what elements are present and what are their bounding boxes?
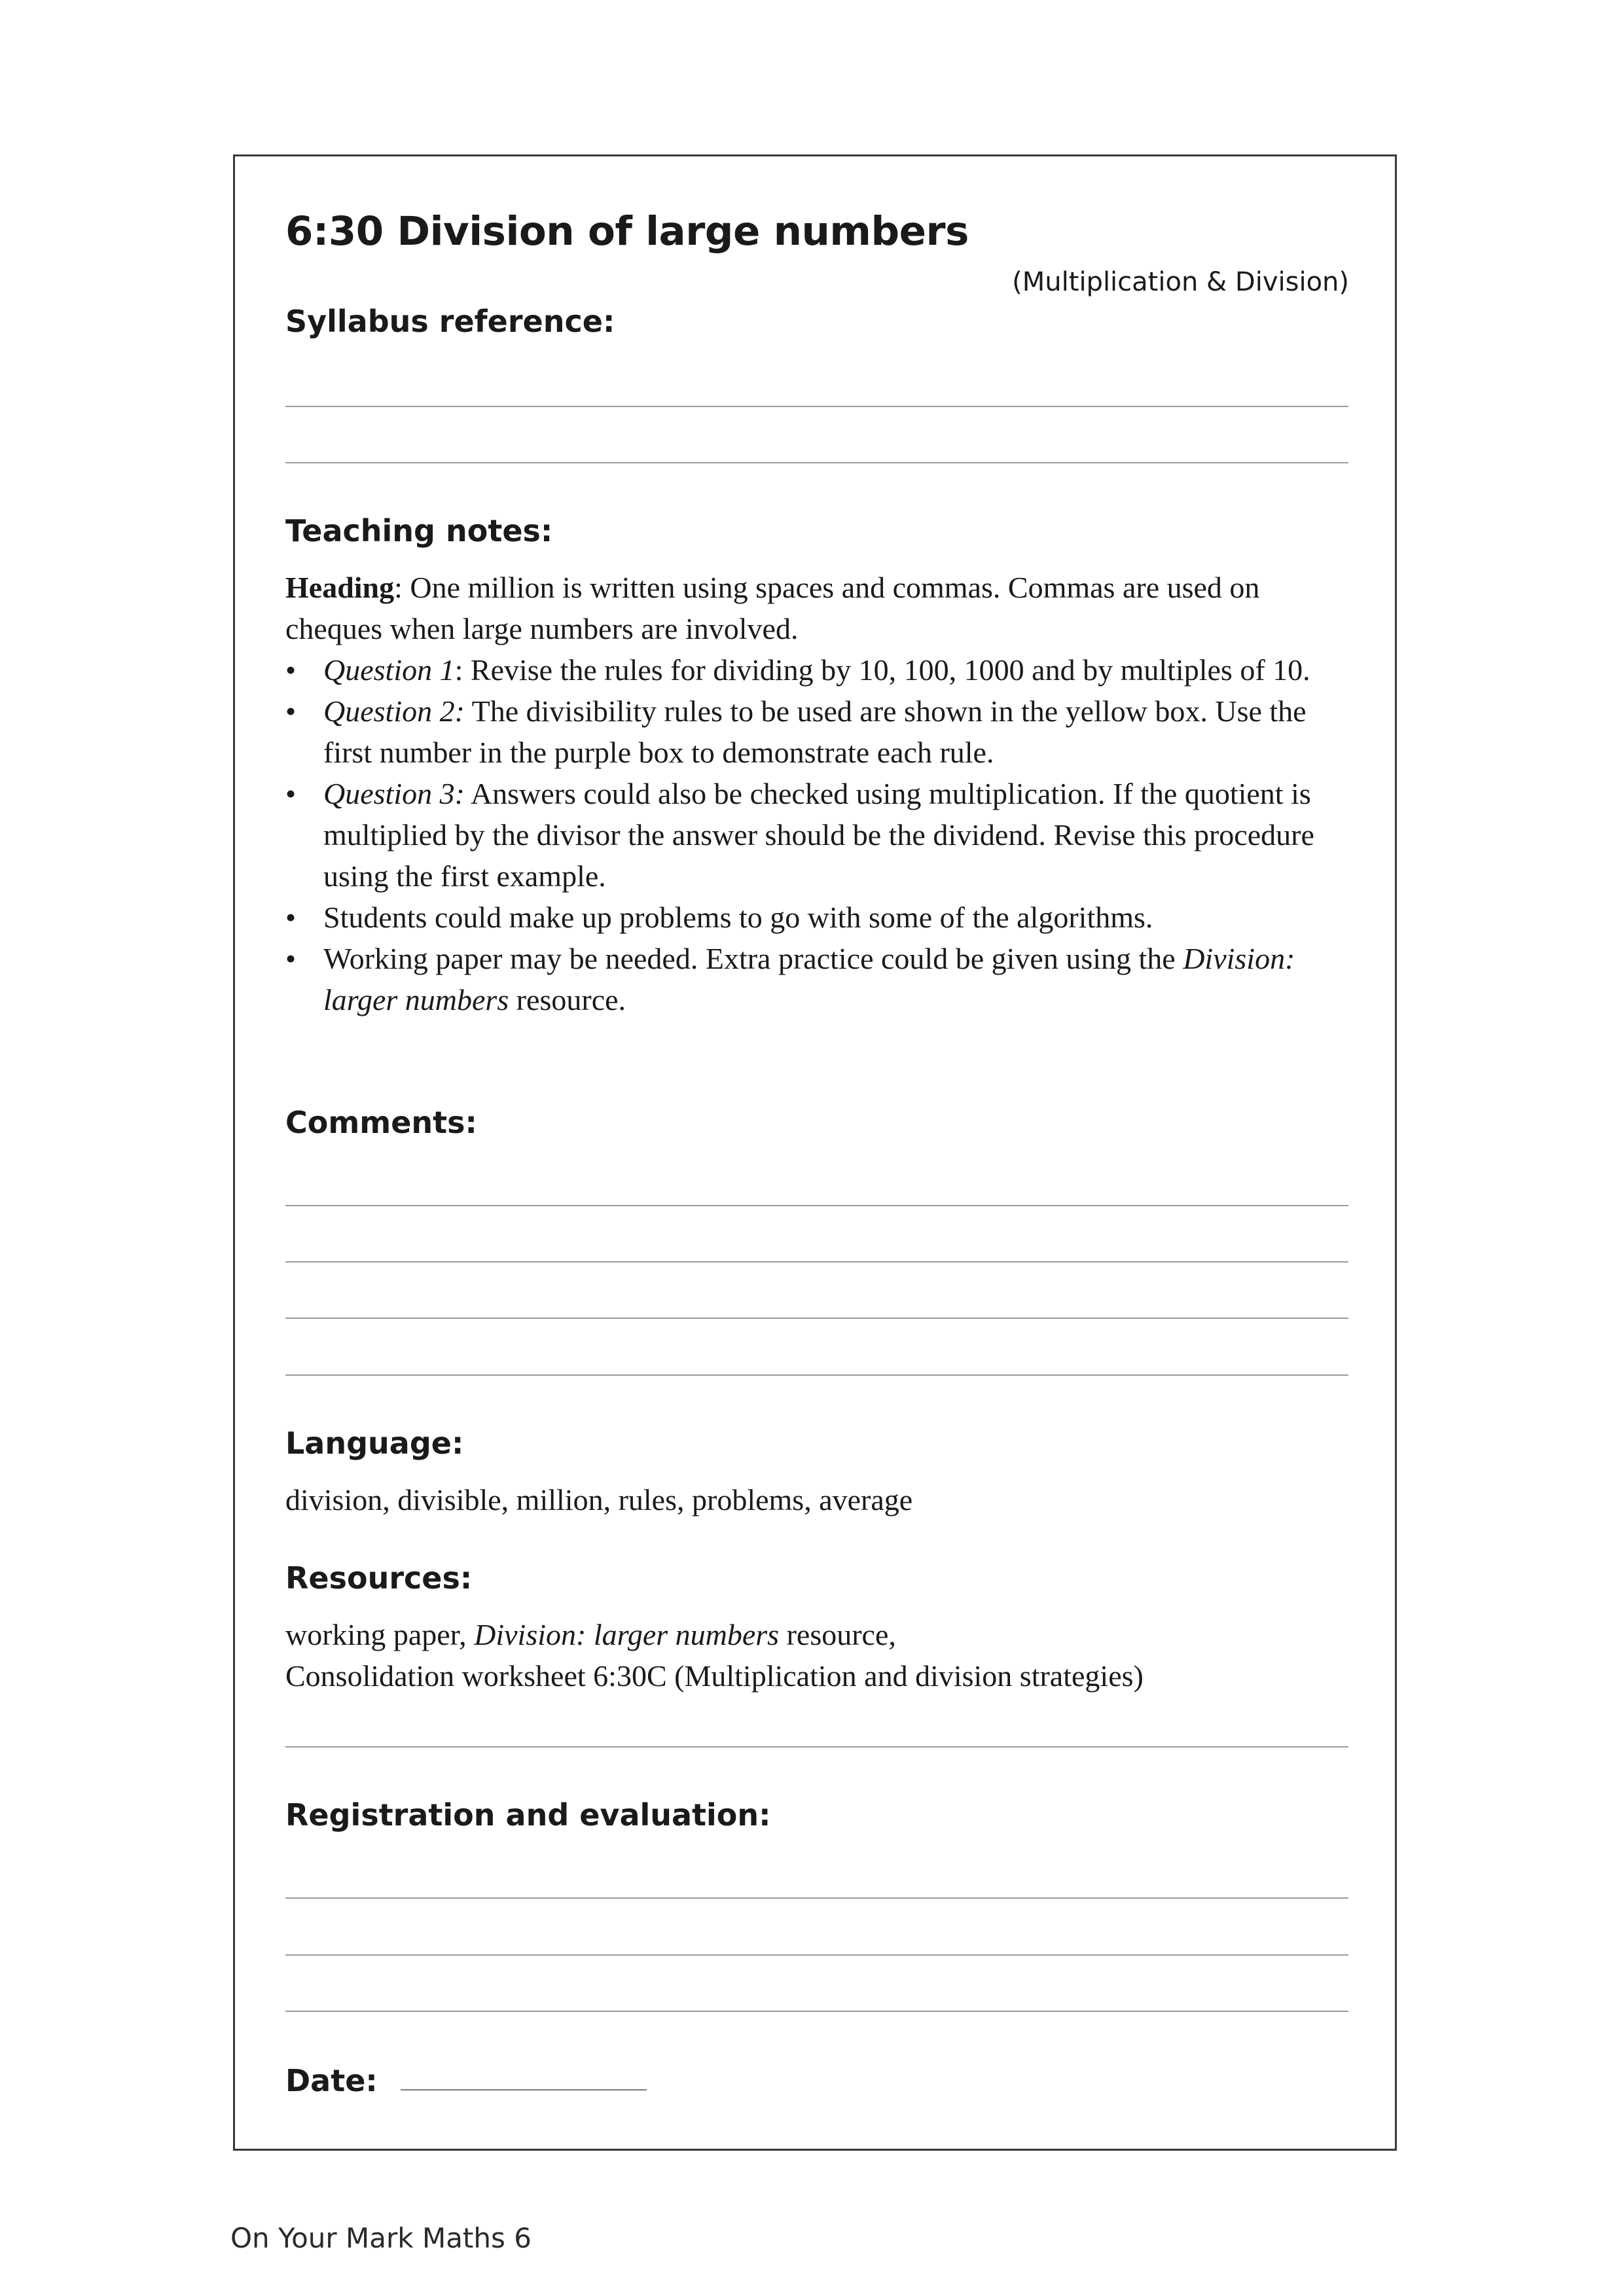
date-field-line: [401, 2089, 647, 2090]
list-item: [285, 773, 1348, 897]
question-text: Answers could also be checked using multiplication. If the quotient is multiplied by the divisor the answer should be the dividend. Revise this procedure using the first example.: [323, 777, 1314, 893]
bullet-icon: •: [285, 694, 297, 728]
syllabus-heading: Syllabus reference:: [285, 304, 615, 339]
bullet-icon: •: [285, 942, 297, 975]
registration-line-2: [285, 1954, 1348, 1956]
resources-line: [285, 1746, 1348, 1748]
resources-line-1: [285, 1614, 1348, 1655]
list-item: [285, 649, 1348, 691]
resources-text-end: resource,: [779, 1618, 896, 1651]
intro-text: : One million is written using spaces and commas. Commas are used on cheques when large numbers are involved.: [285, 571, 1260, 645]
teaching-notes-heading: Teaching notes:: [285, 513, 553, 548]
comments-line-3: [285, 1318, 1348, 1319]
question-label: Question 2:: [323, 694, 465, 728]
language-text: division, divisible, million, rules, problems, average: [285, 1483, 913, 1516]
registration-heading: Registration and evaluation:: [285, 1797, 771, 1833]
comments-heading: Comments:: [285, 1105, 477, 1140]
resource-title: Division: larger numbers: [323, 942, 1295, 1016]
comments-line-2: [285, 1261, 1348, 1263]
registration-line-1: [285, 1897, 1348, 1899]
note-text-end: resource.: [509, 983, 626, 1016]
comments-line-4: [285, 1374, 1348, 1376]
syllabus-line-2: [285, 462, 1348, 463]
question-text: : Revise the rules for dividing by 10, 100, 1000 and by multiples of 10.: [454, 653, 1310, 687]
registration-line-3: [285, 2011, 1348, 2012]
question-text: The divisibility rules to be used are shown in the yellow box. Use the first number in the purple box to demonstrate each rule.: [323, 694, 1307, 769]
intro-paragraph: [285, 567, 1348, 649]
note-text: Working paper may be needed. Extra practice could be given using the: [323, 942, 1183, 975]
comments-line-1: [285, 1205, 1348, 1206]
page-title: 6:30 Division of large numbers: [285, 208, 969, 255]
question-label: Question 1: [323, 653, 455, 687]
note-text: Students could make up problems to go with some of the algorithms.: [323, 901, 1153, 934]
list-item: [285, 938, 1348, 1020]
resource-title: Division: larger numbers: [474, 1618, 780, 1651]
syllabus-line-1: [285, 406, 1348, 407]
bullet-icon: •: [285, 653, 297, 687]
list-item: [285, 691, 1348, 773]
resources-text: [285, 1614, 1348, 1696]
resources-line-2: Consolidation worksheet 6:30C (Multiplication and division strategies): [285, 1659, 1144, 1693]
date-label: Date:: [285, 2063, 378, 2098]
bullet-icon: •: [285, 777, 297, 810]
notes-list: [285, 649, 1348, 1020]
page-frame: [233, 154, 1397, 2151]
list-item: [285, 897, 1348, 938]
intro-bold: Heading: [285, 571, 395, 604]
question-label: Question 3:: [323, 777, 465, 810]
teaching-notes-body: [285, 567, 1348, 1020]
strand-label: (Multiplication & Division): [1012, 267, 1349, 297]
resources-heading: Resources:: [285, 1560, 473, 1596]
resources-text-start: working paper,: [285, 1618, 475, 1651]
page-footer: On Your Mark Maths 6: [230, 2222, 532, 2254]
language-heading: Language:: [285, 1426, 464, 1461]
bullet-icon: •: [285, 901, 297, 934]
